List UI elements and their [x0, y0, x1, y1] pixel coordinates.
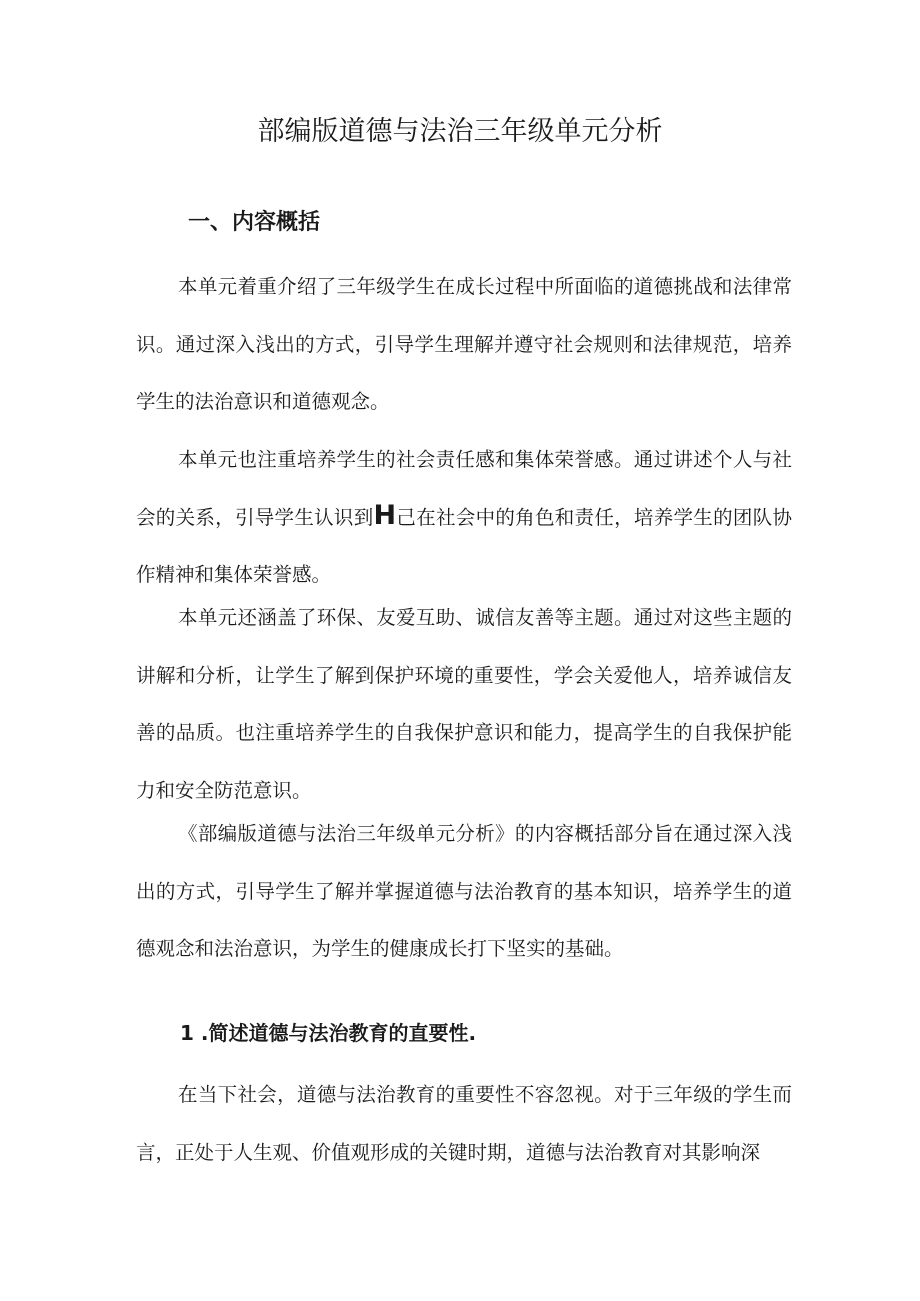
paragraph-3: 本单元还涵盖了环保、友爱互助、诚信友善等主题。通过对这些主题的讲解和分析，让学生了解到保护环境的重要性，学会关爱他人，培养诚信友善的品质。也注重培养学生的自我保护意识和能力，提高学生的自我保护能力和安全防范意识。 — [136, 606, 792, 802]
ocr-glyph-h: H — [373, 499, 397, 531]
section-heading-content-summary: 一、内容概括 — [188, 210, 321, 235]
paragraph-1: 本单元着重介绍了三年级学生在成长过程中所面临的道德挑战和法律常识。通过深入浅出的方式，引导学生理解并遵守社会规则和法律规范，培养学生的法治意识和道德观念。 — [136, 275, 792, 413]
section-heading-importance: 1 .简述道德与法治教育的直要性. — [180, 1021, 477, 1045]
paragraph-4: 《部编版道德与法治三年级单元分析》的内容概括部分旨在通过深入浅出的方式，引导学生了解并掌握道德与法治教育的基本知识，培养学生的道德观念和法治意识，为学生的健康成长打下坚实的基础。 — [136, 822, 792, 960]
paragraph-2-rest: 己在社会中的角色和责任，培养学生的团队协作精神和集体荣誉感。 — [136, 505, 792, 586]
document-title: 部编版道德与法治三年级单元分析 — [257, 116, 663, 147]
paragraph-2-text: 本单元也注重培养学生的社会责任感和集体荣誉感。通过讲述个人与社会的关系，引导学生认识到 — [136, 448, 792, 529]
paragraph-5: 在当下社会，道德与法治教育的重要性不容忽视。对于三年级的学生而言，正处于人生观、价值观形成的关键时期，道德与法治教育对其影响深 — [136, 1083, 792, 1164]
paragraph-2 — [136, 431, 792, 604]
